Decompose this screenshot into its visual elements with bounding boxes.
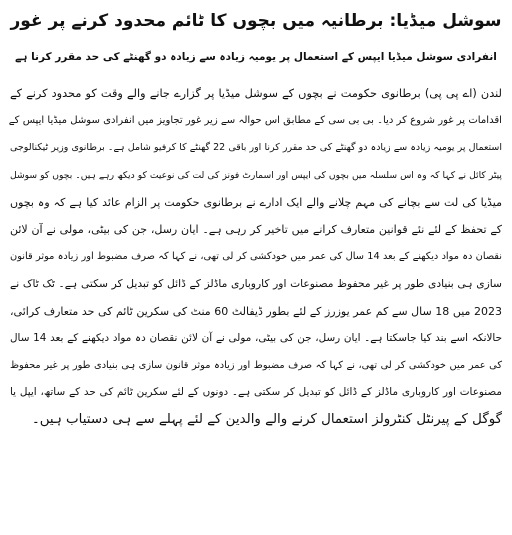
body-line: 2023 میں 18 سال سے کم عمر یوزرز کے لئے بطور ڈیفالٹ 60 منٹ کی سکرین ٹائم کی حد متعارف کرائی، [10, 304, 502, 318]
article-headline: سوشل میڈیا: برطانیہ میں بچوں کا ٹائم محدود کرنے پر غور [10, 11, 502, 31]
body-line: کی عمر میں خودکشی کر لی تھی، نے کہا کہ صرف مضبوط اور زیادہ موثر قانون سازی ہی بنیادی طور پر غیر محفوظ [10, 360, 502, 372]
body-line: استعمال پر یومیہ زیادہ سے زیادہ دو گھنٹے کی حد مقرر کرنا اور باقی 22 گھنٹے کا کرفیو شامل ہے۔ برطانوی وزیر ٹیکنالوجی [10, 142, 502, 154]
body-line: نقصان دہ مواد دیکھنے کے بعد 14 سال کی عمر میں خودکشی کر لی تھی، نے کہا کہ صرف مضبوط اور زیادہ موثر قانون [10, 251, 502, 263]
body-line: میڈیا کی لت سے بچانے کی مہم چلانے والے ایک ادارے نے برطانوی حکومت پر الزام عائد کیا ہے کہ وہ بچوں [10, 195, 502, 209]
body-line: حالانکہ اسے بند کیا جاسکتا ہے۔ ایان رسل، جن کی بیٹی، مولی نے آن لائن نقصان دہ مواد دیکھنے کے بعد 14 سال [10, 331, 502, 344]
body-line: مصنوعات اور کاروباری ماڈلز کے ڈائل کو تبدیل کر سکتی ہے۔ دونوں کے لئے سکرین ٹائم کی حد کے ساتھ، ایپل یا [10, 386, 502, 399]
body-line: کے تحفظ کے لئے نئے قوانین متعارف کرانے میں تاخیر کر رہی ہے۔ ایان رسل، جن کی بیٹی، مولی نے آن لائن [10, 223, 502, 237]
body-line: سازی ہی بنیادی طور پر غیر محفوظ مصنوعات اور کاروباری ماڈلز کے ڈائل کو تبدیل کر سکتی ہے۔ ٹک ٹاک نے [10, 277, 502, 291]
article-subheadline: انفرادی سوشل میڈیا ایپس کے استعمال پر یومیہ زیادہ سے زیادہ دو گھنٹے کی حد مقرر کرنا ہے [15, 51, 497, 63]
body-line: گوگل کے پیرنٹل کنٹرولز استعمال کرنے والے والدین کے لئے پہلے سے ہی دستیاب ہیں۔ [31, 412, 502, 428]
article-body [10, 80, 502, 434]
body-line: پیٹر کائل نے کہا کہ وہ اس سلسلہ میں بچوں کی ایپس اور اسمارٹ فونز کی لت کی نوعیت کو دیکھ رہے ہیں۔ بچوں کو سوشل [10, 169, 502, 181]
body-line: اقدامات پر غور شروع کر دیا۔ بی بی سی کے مطابق اس حوالہ سے زیر غور تجاویز میں انفرادی سوشل میڈیا ایپس کے [8, 115, 502, 127]
body-line: لندن (اے پی پی) برطانوی حکومت نے بچوں کے سوشل میڈیا پر گزارے جانے والے وقت کو محدود کرنے کے [10, 87, 502, 100]
